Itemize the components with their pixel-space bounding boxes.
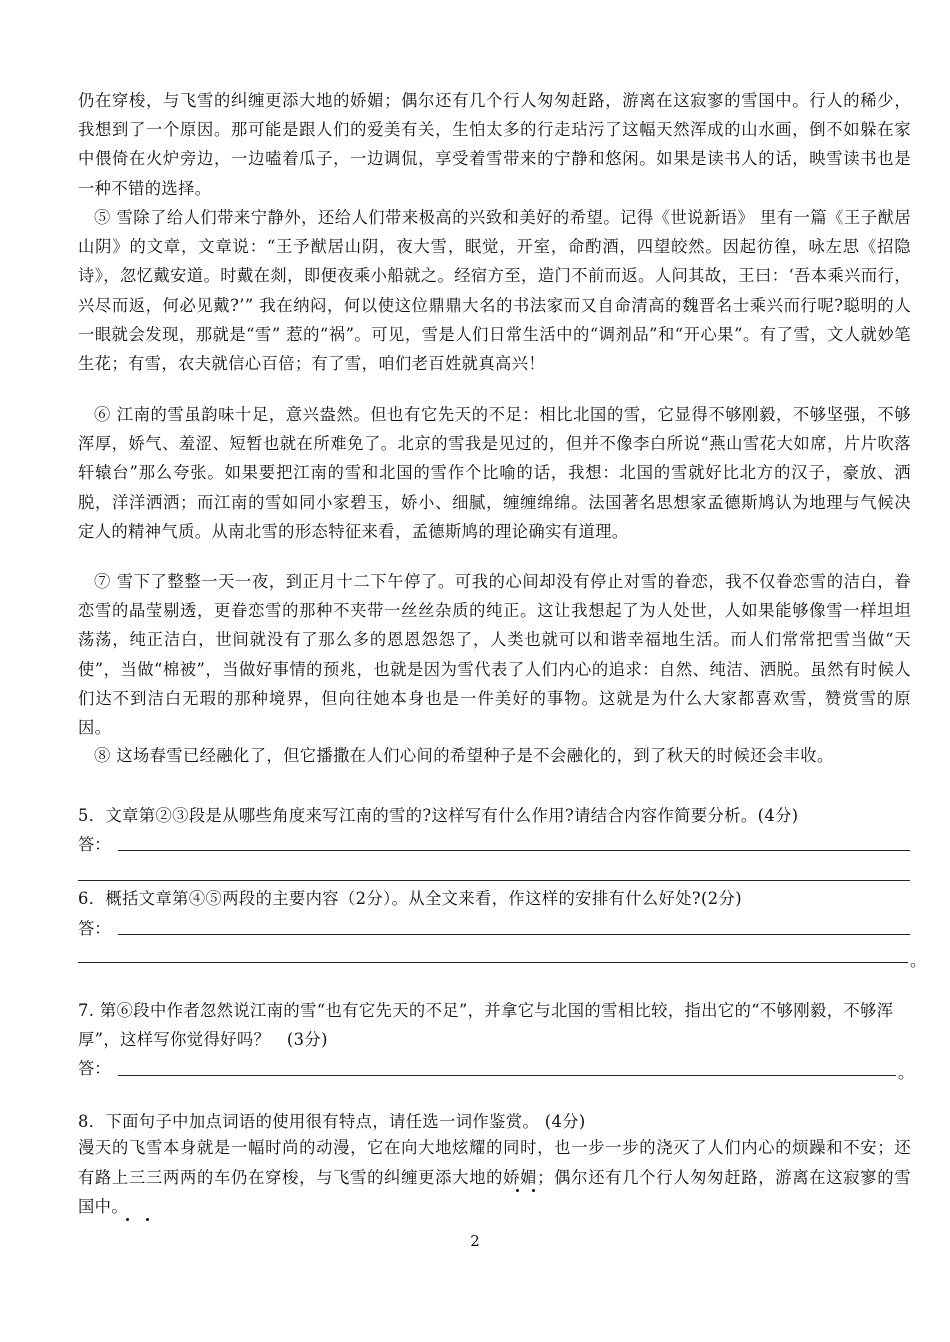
line-end-period: 。	[898, 1063, 915, 1082]
passage-paragraph-continued: 仍在穿梭，与飞雪的纠缠更添大地的娇媚；偶尔还有几个行人匆匆赶路，游离在这寂寥的雪国中。行人的稀少，我想到了一个原因。那可能是跟人们的爱美有关，生怕太多的行走玷污了这幅天然浑成的山水画，倒不如躲在家中偎倚在火炉旁边，一边嗑着瓜子，一边调侃，享受着雪带来的宁静和悠闲。如果是读书人的话，映雪读书也是一种不错的选择。	[78, 91, 911, 198]
answer-label: 答：	[78, 1059, 111, 1078]
page-number: 2	[470, 1232, 480, 1250]
answer-line[interactable]	[78, 880, 910, 881]
answer-line[interactable]	[118, 850, 910, 851]
passage-paragraph-7: ⑦ 雪下了整整一天一夜，到正月十二下午停了。可我的心间却没有停止对雪的眷恋，我不仅眷恋雪的洁白，眷恋雪的晶莹剔透，更眷恋雪的那种不夹带一丝丝杂质的纯正。这让我想起了为人处世，人如果能够像雪一样坦坦荡荡，纯正洁白，世间就没有了那么多的恩恩怨怨了，人类也就可以和谐幸福地生活。而人们常常把雪当做“天使”，当做“棉被”，当做好事情的预兆，也就是因为雪代表了人们内心的追求：自然、纯洁、洒脱。虽然有时候人们达不到洁白无瑕的那种境界，但向往她本身也是一件美好的事物。这就是为什么大家都喜欢雪，赞赏雪的原因。	[78, 572, 911, 738]
answer-label: 答：	[78, 835, 111, 854]
line-end-period: 。	[910, 951, 927, 970]
question-7: 7. 第⑥段中作者忽然说江南的雪“也有它先天的不足”，并拿它与北国的雪相比较，指出它的“不够刚毅，不够浑厚”，这样写你觉得好吗？ (3分)	[78, 1001, 894, 1049]
question-6: 6．概括文章第④⑤两段的主要内容（2分）。从全文来看，作这样的安排有什么好处?(2分)	[78, 889, 742, 908]
answer-line[interactable]	[118, 934, 910, 935]
answer-line[interactable]	[78, 962, 908, 963]
emphasis-dot	[146, 1218, 149, 1221]
emphasis-dot	[532, 1189, 535, 1192]
passage-paragraph-8: ⑧ 这场春雪已经融化了，但它播撒在人们心间的希望种子是不会融化的，到了秋天的时候还会丰收。	[94, 746, 834, 765]
question-8-quoted-sentence: 漫天的飞雪本身就是一幅时尚的动漫，它在向大地炫耀的同时，也一步一步的浇灭了人们内心的烦躁和不安；还有路上三三两两的车仍在穿梭，与飞雪的纠缠更添大地的娇媚；偶尔还有几个行人匆匆赶路，游离在这寂寥的雪国中。	[78, 1138, 911, 1216]
passage-paragraph-6: ⑥ 江南的雪虽韵味十足，意兴盎然。但也有它先天的不足：相比北国的雪，它显得不够刚毅，不够坚强，不够浑厚，娇气、羞涩、短暂也就在所难免了。北京的雪我是见过的，但并不像李白所说“燕山雪花大如席，片片吹落轩辕台”那么夸张。如果要把江南的雪和北国的雪作个比喻的话，我想：北国的雪就好比北方的汉子，豪放、洒脱，洋洋洒洒；而江南的雪如同小家碧玉，娇小、细腻，缠缠绵绵。法国著名思想家孟德斯鸠认为地理与气候决定人的精神气质。从南北雪的形态特征来看，孟德斯鸠的理论确实有道理。	[78, 405, 911, 541]
question-8: 8．下面句子中加点词语的使用很有特点，请任选一词作鉴赏。 (4分)	[78, 1112, 586, 1131]
emphasis-dot	[516, 1189, 519, 1192]
answer-label: 答：	[78, 919, 111, 938]
emphasis-dot	[126, 1218, 129, 1221]
passage-paragraph-5: ⑤ 雪除了给人们带来宁静外，还给人们带来极高的兴致和美好的希望。记得《世说新语》 里有一篇《王子猷居山阴》的文章，文章说：“王予猷居山阴，夜大雪，眠觉，开室，命酌酒，四望皎然。因起彷徨，咏左思《招隐诗》，忽忆戴安道。时戴在剡，即便夜乘小船就之。经宿方至，造门不前而返。人问其故，王曰：‘吾本乘兴而行，兴尽而返，何必见戴?’” 我在纳闷，何以使这位鼎鼎大名的书法家而又自命清高的魏晋名士乘兴而行呢?聪明的人一眼就会发现，那就是“雪” 惹的“祸”。可见，雪是人们日常生活中的“调剂品”和“开心果”。有了雪，文人就妙笔生花；有雪，农夫就信心百倍；有了雪，咱们老百姓就真高兴！	[78, 208, 911, 374]
answer-line[interactable]	[118, 1075, 896, 1076]
question-5: 5．文章第②③段是从哪些角度来写江南的雪的?这样写有什么作用?请结合内容作简要分析。(4分)	[78, 806, 799, 825]
